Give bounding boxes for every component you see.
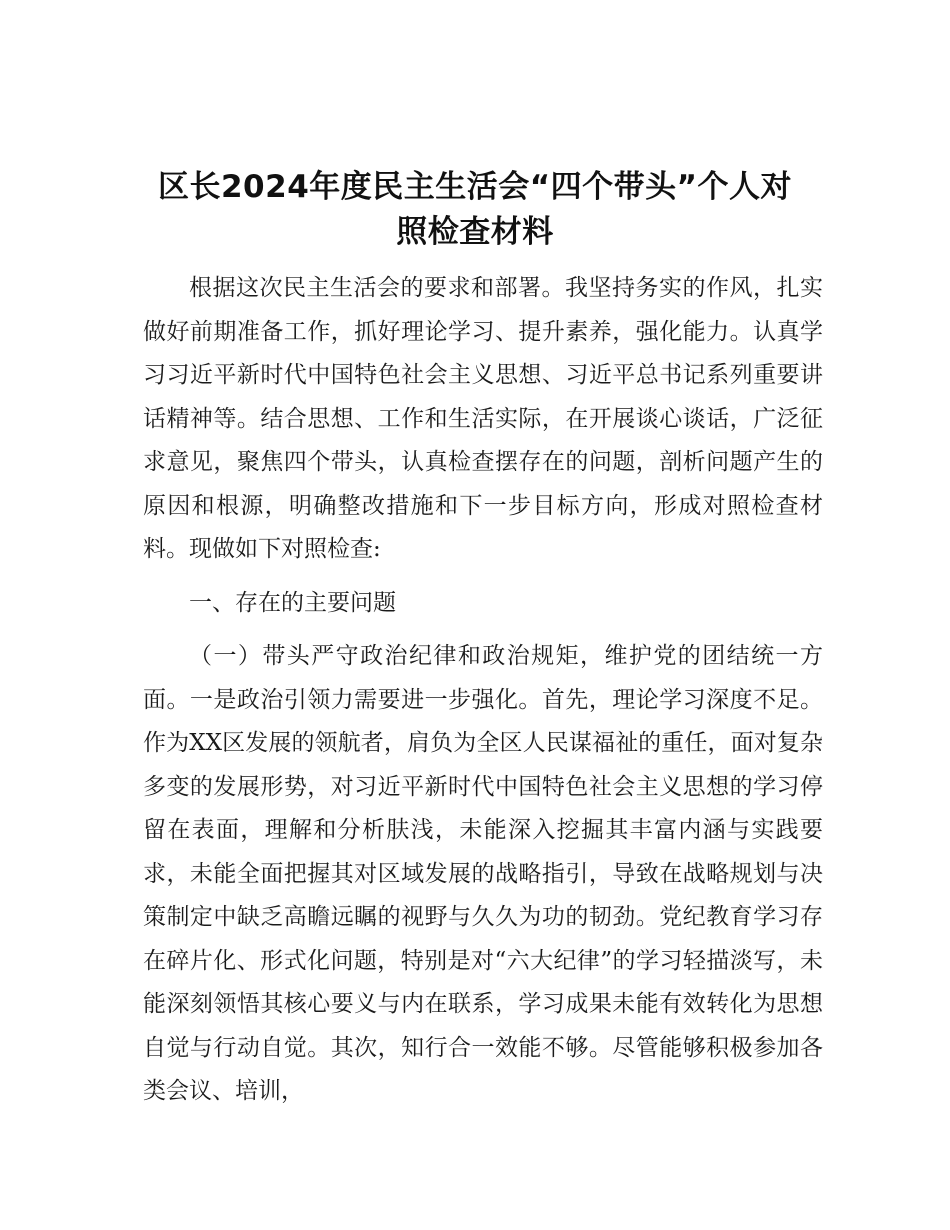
title-line-2: 照检查材料	[396, 214, 554, 250]
document-title	[100, 165, 850, 255]
intro-paragraph: 根据这次民主生活会的要求和部署。我坚持务实的作风，扎实做好前期准备工作，抓好理论学习、提升素养，强化能力。认真学习习近平新时代中国特色社会主义思想、习近平总书记系列重要讲话精神等。结合思想、工作和生活实际，在开展谈心谈话，广泛征求意见，聚焦四个带头，认真检查摆存在的问题，剖析问题产生的原因和根源，明确整改措施和下一步目标方向，形成对照检查材料。现做如下对照检查:	[143, 275, 823, 562]
section-one-paragraph: （一）带头严守政治纪律和政治规矩，维护党的团结统一方面。一是政治引领力需要进一步强化。首先，理论学习深度不足。作为XX区发展的领航者，肩负为全区人民谋福祉的重任，面对复杂多变的发展形势，对习近平新时代中国特色社会主义思想的学习停留在表面，理解和分析肤浅，未能深入挖掘其丰富内涵与实践要求，未能全面把握其对区域发展的战略指引，导致在战略规划与决策制定中缺乏高瞻远瞩的视野与久久为功的韧劲。党纪教育学习存在碎片化、形式化问题，特别是对“六大纪律”的学习轻描淡写，未能深刻领悟其核心要义与内在联系，学习成果未能有效转化为思想自觉与行动自觉。其次，知行合一效能不够。尽管能够积极参加各类会议、培训，	[143, 643, 823, 1104]
document-body	[143, 267, 823, 1114]
title-line-1: 区长2024年度民主生活会“四个带头”个人对	[157, 169, 793, 205]
section-heading: 一、存在的主要问题	[189, 589, 396, 616]
